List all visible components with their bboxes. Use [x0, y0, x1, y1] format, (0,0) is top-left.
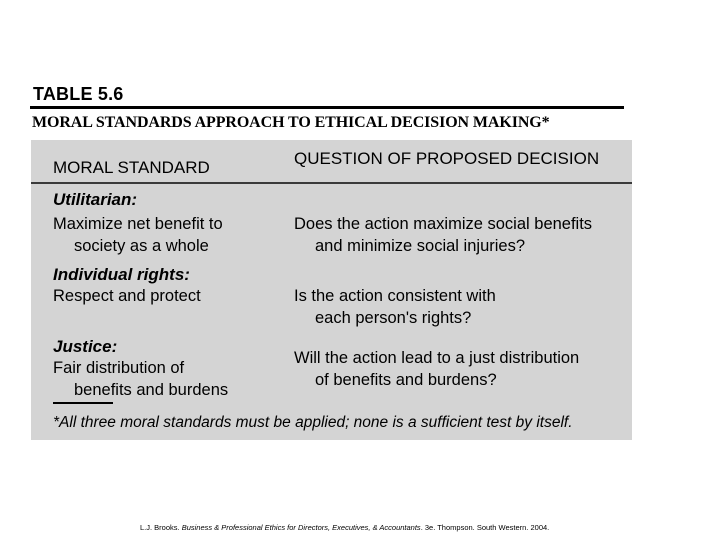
row-question-individual-rights [294, 286, 496, 329]
standard-line: Fair distribution of [53, 359, 185, 377]
question-line: Will the action lead to a just distribution [294, 349, 580, 367]
citation-book-title: Business & Professional Ethics for Directors, Executives, & Accountants [181, 523, 421, 532]
source-citation [140, 523, 549, 532]
underline-mark [53, 402, 113, 404]
question-line: Does the action maximize social benefits [294, 215, 593, 233]
table-title: MORAL STANDARDS APPROACH TO ETHICAL DECISION MAKING* [32, 114, 550, 131]
standard-line: society as a whole [74, 236, 209, 255]
row-standard-justice [53, 358, 228, 401]
row-category-justice: Justice: [53, 337, 118, 356]
header-moral-standard: MORAL STANDARD [53, 158, 210, 177]
citation-author: L.J. Brooks. [140, 523, 182, 532]
table-footnote: *All three moral standards must be applied; none is a sufficient test by itself. [53, 414, 573, 431]
row-standard-utilitarian [53, 214, 223, 257]
row-standard-individual-rights [53, 286, 201, 308]
standard-line: Maximize net benefit to [53, 215, 223, 233]
standard-line: benefits and burdens [74, 380, 229, 399]
row-question-justice [294, 348, 579, 391]
row-category-individual-rights: Individual rights: [53, 265, 190, 284]
row-question-utilitarian [294, 214, 592, 257]
standard-line: Respect and protect [53, 287, 201, 305]
header-question: QUESTION OF PROPOSED DECISION [294, 149, 600, 168]
title-rule [30, 106, 624, 109]
question-line: each person's rights? [315, 308, 472, 327]
question-line: and minimize social injuries? [315, 236, 526, 255]
table-number: TABLE 5.6 [33, 84, 124, 104]
question-line: Is the action consistent with [294, 287, 496, 305]
citation-publisher: . 3e. Thompson. South Western. 2004. [420, 523, 550, 532]
question-line: of benefits and burdens? [315, 370, 497, 389]
row-category-utilitarian: Utilitarian: [53, 190, 138, 209]
